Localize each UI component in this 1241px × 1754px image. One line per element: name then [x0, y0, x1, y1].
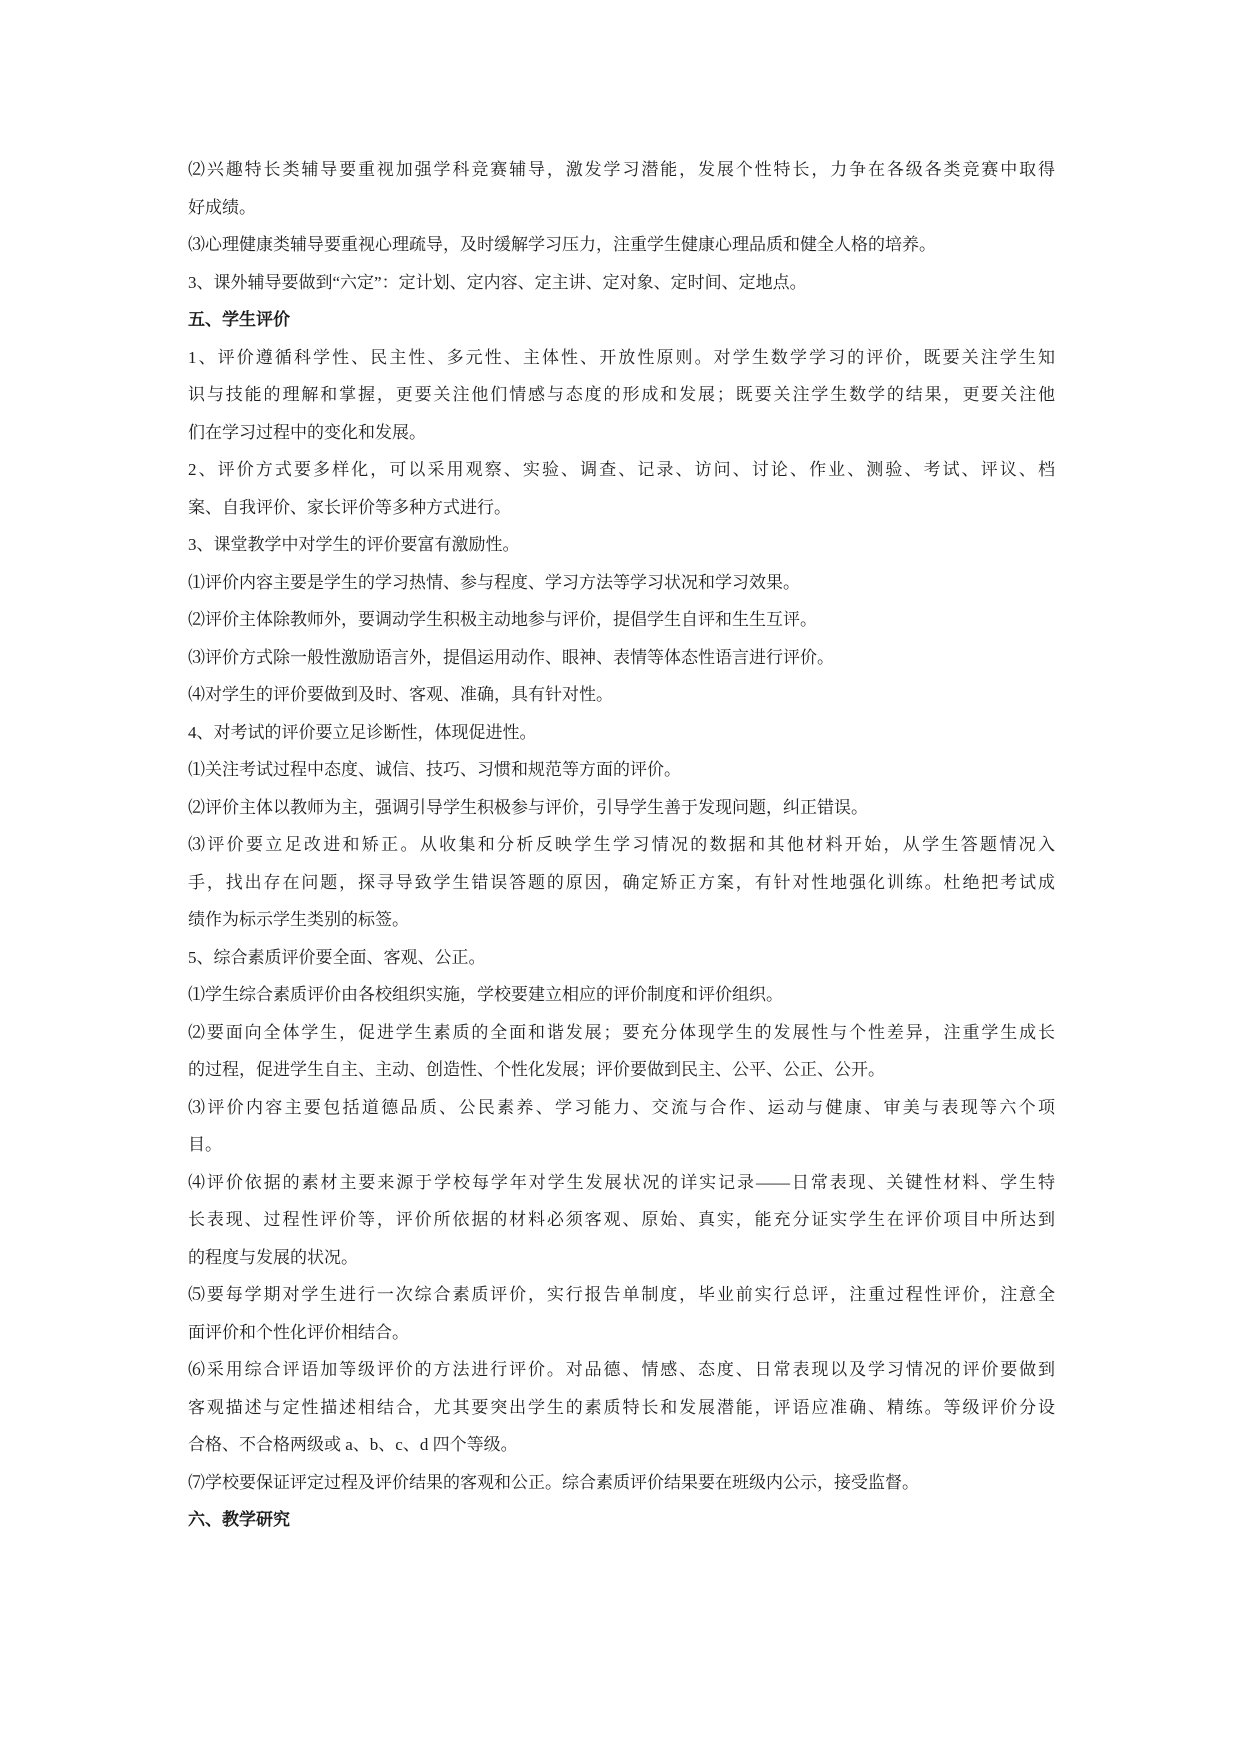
paragraph	[188, 639, 1055, 677]
text-line: ⑶评价要立足改进和矫正。从收集和分析反映学生学习情况的数据和其他材料开始，从学生答题情况入	[188, 835, 1055, 854]
text-line: 3、课外辅导要做到“六定”：定计划、定内容、定主讲、定对象、定时间、定地点。	[188, 272, 807, 292]
text-line: 5、综合素质评价要全面、客观、公正。	[188, 947, 486, 967]
text-line: 好成绩。	[188, 197, 256, 217]
paragraph	[188, 1014, 1055, 1089]
paragraph	[188, 601, 1055, 639]
paragraph	[188, 676, 1055, 714]
text-line: 识与技能的理解和掌握，更要关注他们情感与态度的形成和发展；既要关注学生数学的结果，更要关注他	[188, 385, 1055, 404]
paragraph	[188, 264, 1055, 302]
text-line: 2、评价方式要多样化，可以采用观察、实验、调查、记录、访问、讨论、作业、测验、考试、评议、档	[188, 460, 1055, 479]
text-line: ⑷对学生的评价要做到及时、客观、准确，具有针对性。	[188, 685, 613, 704]
text-line: 3、课堂教学中对学生的评价要富有激励性。	[188, 535, 520, 554]
text-line: 长表现、过程性评价等，评价所依据的材料必须客观、原始、真实，能充分证实学生在评价项目中所达到	[188, 1210, 1055, 1229]
text-line: ⑴评价内容主要是学生的学习热情、参与程度、学习方法等学习状况和学习效果。	[188, 572, 800, 592]
paragraph	[188, 714, 1055, 752]
text-line: ⑵评价主体除教师外，要调动学生积极主动地参与评价，提倡学生自评和生生互评。	[188, 610, 817, 629]
paragraph	[188, 826, 1055, 939]
paragraph	[188, 751, 1055, 789]
paragraph	[188, 1164, 1055, 1277]
section-heading: 五、学生评价	[188, 310, 290, 329]
text-line: 目。	[188, 1135, 222, 1154]
text-line: ⑶心理健康类辅导要重视心理疏导，及时缓解学习压力，注重学生健康心理品质和健全人格的培养。	[188, 235, 936, 254]
paragraph	[188, 151, 1055, 226]
text-line: 的程度与发展的状况。	[188, 1247, 358, 1267]
paragraph	[188, 451, 1055, 526]
paragraph	[188, 339, 1055, 452]
text-line: ⑶评价方式除一般性激励语言外，提倡运用动作、眼神、表情等体态性语言进行评价。	[188, 647, 834, 667]
text-line: ⑺学校要保证评定过程及评价结果的客观和公正。综合素质评价结果要在班级内公示，接受监督。	[188, 1472, 919, 1492]
text-line: 手，找出存在问题，探寻导致学生错误答题的原因，确定矫正方案，有针对性地强化训练。杜绝把考试成	[188, 872, 1055, 892]
document-page	[188, 151, 1055, 1539]
text-line: ⑵兴趣特长类辅导要重视加强学科竞赛辅导，激发学习潜能，发展个性特长，力争在各级各类竞赛中取得	[188, 160, 1055, 179]
text-line: ⑴关注考试过程中态度、诚信、技巧、习惯和规范等方面的评价。	[188, 760, 681, 779]
paragraph	[188, 564, 1055, 602]
paragraph	[188, 1351, 1055, 1464]
paragraph	[188, 1276, 1055, 1351]
paragraph	[188, 939, 1055, 977]
paragraph	[188, 1089, 1055, 1164]
text-line: ⑵要面向全体学生，促进学生素质的全面和谐发展；要充分体现学生的发展性与个性差异，注重学生成长	[188, 1022, 1055, 1042]
text-line: 1、评价遵循科学性、民主性、多元性、主体性、开放性原则。对学生数学学习的评价，既要关注学生知	[188, 347, 1055, 367]
paragraph	[188, 226, 1055, 264]
text-line: 4、对考试的评价要立足诊断性，体现促进性。	[188, 722, 537, 742]
text-line: 客观描述与定性描述相结合，尤其要突出学生的素质特长和发展潜能，评语应准确、精练。等级评价分设	[188, 1397, 1055, 1417]
text-line: ⑴学生综合素质评价由各校组织实施，学校要建立相应的评价制度和评价组织。	[188, 985, 783, 1004]
text-line: 合格、不合格两级或 a、b、c、d 四个等级。	[188, 1435, 518, 1454]
text-line: ⑸要每学期对学生进行一次综合素质评价，实行报告单制度，毕业前实行总评，注重过程性评价，注意全	[188, 1285, 1055, 1304]
text-line: ⑵评价主体以教师为主，强调引导学生积极参与评价，引导学生善于发现问题，纠正错误。	[188, 797, 868, 817]
text-line: 们在学习过程中的变化和发展。	[188, 422, 426, 442]
text-line: 面评价和个性化评价相结合。	[188, 1322, 409, 1342]
text-line: ⑷评价依据的素材主要来源于学校每学年对学生发展状况的详实记录——日常表现、关键性材料、学生特	[188, 1172, 1055, 1192]
paragraph	[188, 1464, 1055, 1502]
paragraph	[188, 976, 1055, 1014]
text-line: 的过程，促进学生自主、主动、创造性、个性化发展；评价要做到民主、公平、公正、公开。	[188, 1060, 885, 1079]
paragraph	[188, 789, 1055, 827]
paragraph	[188, 526, 1055, 564]
text-line: 绩作为标示学生类别的标签。	[188, 910, 409, 929]
text-line: 案、自我评价、家长评价等多种方式进行。	[188, 497, 511, 517]
text-line: ⑹采用综合评语加等级评价的方法进行评价。对品德、情感、态度、日常表现以及学习情况的评价要做到	[188, 1360, 1055, 1379]
section-heading: 六、教学研究	[188, 1510, 290, 1529]
text-line: ⑶评价内容主要包括道德品质、公民素养、学习能力、交流与合作、运动与健康、审美与表现等六个项	[188, 1097, 1055, 1117]
